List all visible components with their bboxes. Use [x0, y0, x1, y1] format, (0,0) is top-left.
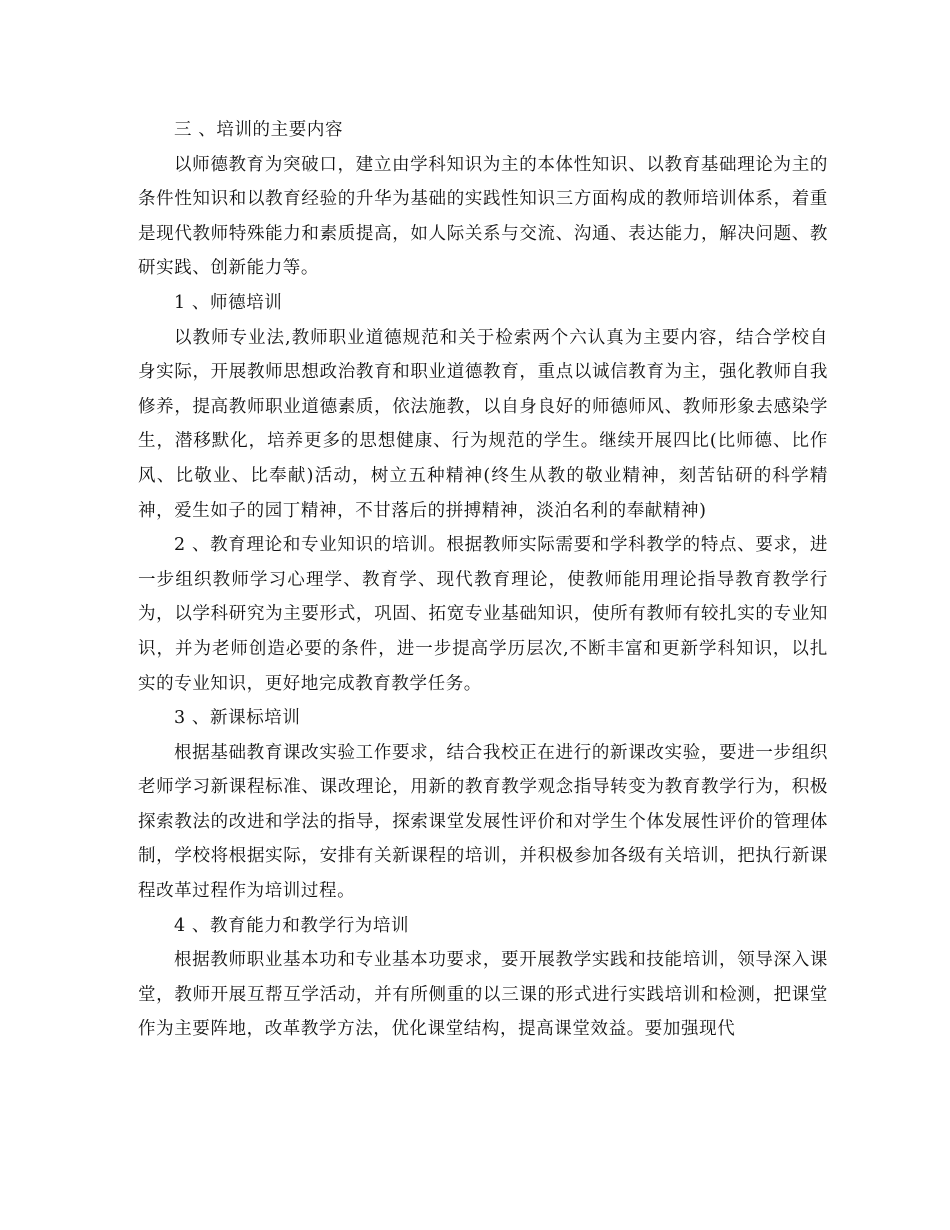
item-1-paragraph: 以教师专业法,教师职业道德规范和关于检索两个六认真为主要内容，结合学校自身实际，开展教师思想政治教育和职业道德教育，重点以诚信教育为主，强化教师自我修养，提高教师职业道德素质，依法施教，以自身良好的师德师风、教师形象去感染学生，潜移默化，培养更多的思想健康、行为规范的学生。继续开展四比(比师德、比作风、比敬业、比奉献)活动，树立五种精神(终生从教的敬业精神，刻苦钻研的科学精神，爱生如子的园丁精神，不甘落后的拼搏精神，淡泊名利的奉献精神) — [138, 327, 828, 521]
item-3-heading: 3 、新课标培训 — [174, 708, 301, 729]
item-4-heading: 4 、教育能力和教学行为培训 — [174, 915, 410, 936]
document-page — [138, 113, 828, 1047]
item-1-heading: 1 、师德培训 — [174, 292, 283, 313]
item-3-paragraph: 根据基础教育课改实验工作要求，结合我校正在进行的新课改实验，要进一步组织老师学习新课程标准、课改理论，用新的教育教学观念指导转变为教育教学行为，积极探索教法的改进和学法的指导，探索课堂发展性评价和对学生个体发展性评价的管理体制，学校将根据实际，安排有关新课程的培训，并积极参加各级有关培训，把执行新课程改革过程作为培训过程。 — [138, 742, 828, 902]
section-intro-paragraph: 以师德教育为突破口，建立由学科知识为主的本体性知识、以教育基础理论为主的条件性知识和以教育经验的升华为基础的实践性知识三方面构成的教师培训体系，着重是现代教师特殊能力和素质提高，如人际关系与交流、沟通、表达能力，解决问题、教研实践、创新能力等。 — [138, 154, 828, 279]
item-2-paragraph: 2 、教育理论和专业知识的培训。根据教师实际需要和学科教学的特点、要求，进一步组织教师学习心理学、教育学、现代教育理论，使教师能用理论指导教育教学行为，以学科研究为主要形式，巩固、拓宽专业基础知识，使所有教师有较扎实的专业知识，并为老师创造必要的条件，进一步提高学历层次,不断丰富和更新学科知识，以扎实的专业知识，更好地完成教育教学任务。 — [138, 535, 828, 694]
item-4-paragraph: 根据教师职业基本功和专业基本功要求，要开展教学实践和技能培训，领导深入课堂，教师开展互帮互学活动，并有所侧重的以三课的形式进行实践培训和检测，把课堂作为主要阵地，改革教学方法，优化课堂结构，提高课堂效益。要加强现代 — [138, 950, 828, 1040]
section-title: 三 、培训的主要内容 — [174, 120, 344, 140]
